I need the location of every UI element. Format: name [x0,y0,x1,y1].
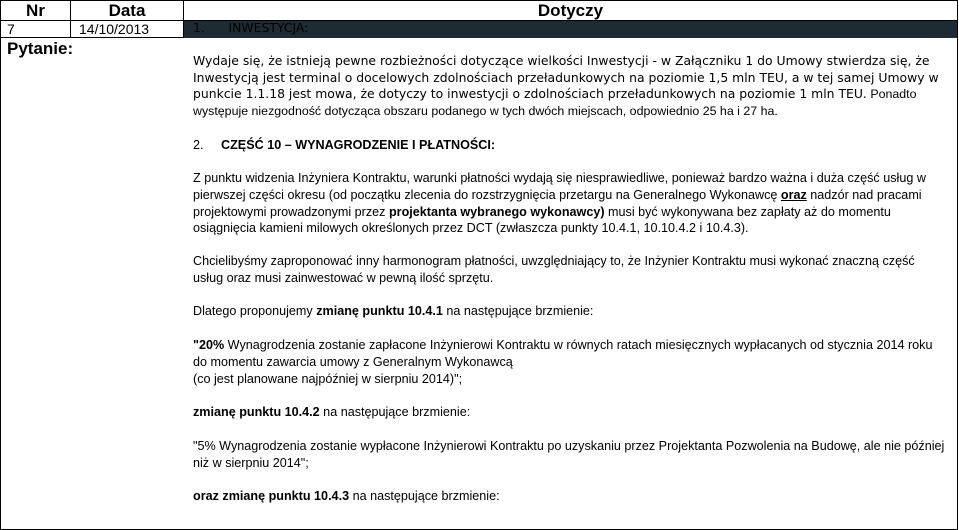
section-1-heading [193,20,308,37]
section-1-paragraph-b: Ponadto występuje niezgodność dotycząca obszaru podanego w tych dwóch miejscach, odpowiednio 25 ha i 27 ha. [193,87,917,118]
s2-p4-bold: zmianę punktu 10.4.2 [193,405,320,419]
quote-10-4-2: "5% Wynagrodzenia zostanie wypłacone Inżynierowi Kontraktu po uzyskaniu przez Projektanta Pozwolenia na Budowę, ale nie później niż w sierpniu 2014"; [193,439,945,470]
record-row [1,21,958,38]
s2-p3-bold: zmianę punktu 10.4.1 [316,304,443,318]
s2-p3-part-a: Dlatego proponujemy [193,304,317,318]
section-2-number: 2. [193,138,204,152]
record-nr: 7 [1,21,71,38]
pytanie-label: Pytanie: [1,38,71,530]
header-row [1,1,958,21]
section-2-paragraph-1 [193,170,945,237]
s2-p4-text: na następujące brzmienie: [319,405,471,419]
s2-p1-bold: projektanta wybranego wykonawcy) [388,204,605,219]
record-date: 14/10/2013 [71,21,184,38]
s2-p5-bold: oraz zmianę punktu 10.4.3 [193,489,350,503]
s2-p1-part-c: musi być wykonywana bez zapłaty aż do momentu osiągnięcia kamieni milowych określonych przez DCT (zwłaszcza punkty 10.4.1, 10.10.4.2 i 10.4.3). [193,204,891,236]
header-dotyczy: Dotyczy [184,1,958,21]
section-1-number: 1. [193,20,205,35]
quote-10-4-1 [193,337,945,387]
header-data: Data [71,1,184,21]
section-2-heading [193,137,495,154]
s2-p1-part-a: Z punktu widzenia Inżyniera Kontraktu, warunki płatności wydają się niesprawiedliwe, ponieważ bardzo ważna i duża część usług w pierwszej części okresu (od początku zlecenia do rozstrzygnięcia przetargu na Generalnego Wykonawcę [193,171,926,202]
s2-p5-text: na następujące brzmienie: [349,489,500,503]
q1-note: (co jest planowane najpóźniej w sierpniu 2014)"; [193,371,463,386]
section-2-title: CZĘŚĆ 10 – WYNAGRODZENIE I PŁATNOŚCI: [221,138,496,152]
s2-p1-part-b: nadzór nad pracami projektowymi prowadzonymi przez [193,187,922,219]
section-2-paragraph-5 [193,488,945,505]
q1-text: Wynagrodzenia zostanie zapłacone Inżynierowi Kontraktu w równych ratach miesięcznych wypłacanych od stycznia 2014 roku do momentu zawarcia umowy z Generalnym Wykonawcą [193,338,933,369]
section-2-paragraph-3 [193,303,945,320]
section-2-paragraph-4 [193,404,945,421]
s2-p1-oraz: oraz [780,187,807,202]
q1-bold: "20% [193,338,225,352]
header-nr: Nr [1,1,71,21]
section-1-title: INWESTYCJA: [228,20,309,35]
section-2-paragraph-2: Chcielibyśmy zaproponować inny harmonogram płatności, uwzględniający to, że Inżynier Kontraktu musi wykonać znaczną część usług oraz musi zainwestować w pewną ilość sprzętu. [193,254,915,285]
s2-p3-part-b: na następujące brzmienie: [442,304,594,318]
section-1-paragraph [193,53,945,119]
section-1-paragraph-a: Wydaje się, że istnieją pewne rozbieżności dotyczące wielkości Inwestycji - w Załączniku 1 do Umowy stwierdza się, że Inwestycją jest terminal o docelowych zdolnościach przeładunkowych na poziomie 1,5 mln TEU, a w tej samej Umowy w punkcie 1.1.18 jest mowa, że dotyczy to inwestycji o zdolnościach przeładunkowych na poziomie 1 mln TEU. [193,53,939,101]
